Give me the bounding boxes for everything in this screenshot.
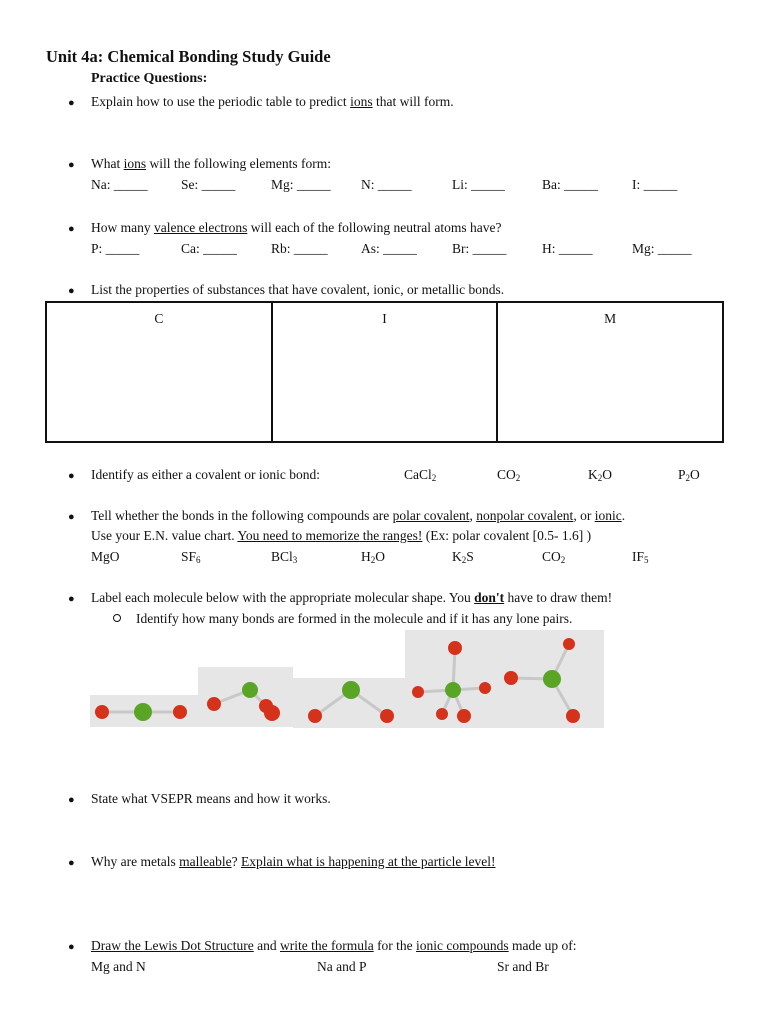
q10-ionic-compounds: ionic compounds: [416, 938, 509, 953]
q1-text: Explain how to use the periodic table to predict: [91, 94, 351, 109]
q9-explain: Explain what is happening at the particle level!: [240, 854, 496, 869]
element-blank[interactable]: Se: _____: [181, 177, 236, 192]
question-7: [91, 590, 612, 606]
page-title: Unit 4a: Chemical Bonding Study Guide: [46, 47, 331, 66]
compound-co2: $CO_2$: [542, 549, 566, 565]
element-pair: Na and P: [317, 959, 367, 974]
linear-molecule-image: [90, 695, 200, 727]
question-4: List the properties of substances that have covalent, ionic, or metallic bonds.: [91, 282, 505, 297]
element-blank[interactable]: I: _____: [632, 177, 678, 192]
element-pair: Sr and Br: [497, 959, 549, 974]
element-blank[interactable]: Na: _____: [91, 177, 148, 192]
q6-text: Tell whether the bonds in the following compounds are: [91, 508, 393, 523]
outer-atom: [412, 686, 424, 698]
central-atom: [242, 682, 258, 698]
element-pair: Mg and N: [91, 959, 146, 974]
compound-k2o: $K_2O$: [588, 467, 612, 483]
bullet: ●: [68, 159, 75, 171]
q1-text-end: that will form.: [372, 94, 454, 109]
outer-atom: [436, 708, 448, 720]
question-7-sub: Identify how many bonds are formed in the molecule and if it has any lone pairs.: [136, 611, 573, 626]
question-10: [91, 938, 577, 954]
outer-atom: [448, 641, 462, 655]
element-blank[interactable]: N: _____: [361, 177, 412, 192]
q9-mid: ?: [231, 854, 241, 869]
compound-bcl3: BCl$_3$: [271, 549, 298, 565]
outer-atom: [563, 638, 575, 650]
ionic-header: I: [382, 311, 387, 326]
q10-formula: write the formula: [279, 938, 374, 953]
compound-mgo: MgO: [91, 549, 120, 564]
ionic-column[interactable]: [272, 302, 498, 442]
covalent-column[interactable]: [46, 302, 272, 442]
q6-polar-covalent: polar covalent: [392, 508, 470, 523]
q7-text: Label each molecule below with the appropriate molecular shape. You: [91, 590, 475, 605]
bullet: ●: [68, 794, 75, 806]
bullet: ●: [68, 857, 75, 869]
q10-text-end: made up of:: [508, 938, 577, 953]
outer-atom: [457, 709, 471, 723]
bent-angled-molecule-image: [198, 667, 293, 727]
q7-text-end: have to draw them!: [504, 590, 613, 605]
q3-text: How many: [91, 220, 154, 235]
outer-atom: [95, 705, 109, 719]
q9-text: Why are metals: [91, 854, 180, 869]
compound-h2o: $H_2O$: [361, 549, 385, 565]
bullet: ●: [68, 593, 75, 605]
atom-blank[interactable]: Rb: _____: [271, 241, 328, 256]
covalent-header: C: [154, 311, 164, 326]
question-8: State what VSEPR means and how it works.: [91, 791, 331, 806]
outer-atom: [566, 709, 580, 723]
q6-memorize: You need to memorize the ranges!: [237, 528, 423, 543]
q6-ionic: ionic: [594, 508, 622, 523]
compound-k2s: $K_2S$: [452, 549, 474, 565]
metallic-column[interactable]: [497, 302, 723, 442]
bullet: ●: [68, 97, 75, 109]
outer-atom: [308, 709, 322, 723]
outer-atom: [173, 705, 187, 719]
central-atom: [134, 703, 152, 721]
atom-blank[interactable]: P: _____: [91, 241, 140, 256]
element-blank[interactable]: Li: _____: [452, 177, 505, 192]
q9-malleable: malleable: [179, 854, 232, 869]
compound-sf6: $SF_6$: [181, 549, 201, 565]
q6-sep: ,: [469, 508, 477, 523]
q6-example: (Ex: polar covalent [0.5- 1.6] ): [422, 528, 592, 543]
question-6: [91, 508, 625, 524]
atom-blank[interactable]: Br: _____: [452, 241, 507, 256]
q6-nonpolar-covalent: nonpolar covalent: [476, 508, 574, 523]
outer-atom: [264, 705, 280, 721]
bullet: ●: [68, 285, 75, 297]
question-1: [91, 94, 454, 110]
section-subtitle: Practice Questions:: [91, 71, 208, 86]
q10-mid: for the: [373, 938, 417, 953]
q2-ions: ions: [123, 156, 147, 171]
q10-lewis: Draw the Lewis Dot Structure: [91, 938, 254, 953]
q6-sep: , or: [573, 508, 595, 523]
bullet: ●: [68, 223, 75, 235]
sub-bullet: [113, 614, 121, 622]
outer-atom: [479, 682, 491, 694]
question-3: [91, 220, 502, 236]
bullet: ●: [68, 470, 75, 482]
element-blank[interactable]: Mg: _____: [271, 177, 331, 192]
atom-blank[interactable]: Ca: _____: [181, 241, 237, 256]
question-6-line2: [91, 528, 591, 544]
central-atom: [543, 670, 561, 688]
q2-text-end: will the following elements form:: [146, 156, 331, 171]
q7-dont: don't: [474, 590, 505, 605]
question-5: Identify as either a covalent or ionic bond:: [91, 467, 321, 482]
compound-p2o: $P_2O$: [678, 467, 700, 483]
outer-atom: [380, 709, 394, 723]
compound-cacl2: CaCl$_2$: [404, 467, 437, 483]
q1-ions: ions: [350, 94, 373, 109]
q3-text-end: will each of the following neutral atoms have?: [247, 220, 502, 235]
central-atom: [445, 682, 461, 698]
atom-blank[interactable]: H: _____: [542, 241, 593, 256]
trigonal-pyramidal-molecule-image: [497, 630, 604, 728]
q2-text: What: [91, 156, 124, 171]
bent-molecule-image: [293, 678, 405, 728]
q3-valence-electrons: valence electrons: [154, 220, 248, 235]
q6-line2-text: Use your E.N. value chart.: [91, 528, 238, 543]
central-atom: [342, 681, 360, 699]
atom-blank[interactable]: As: _____: [361, 241, 417, 256]
outer-atom: [207, 697, 221, 711]
tetrahedral-molecule-image: [405, 630, 497, 728]
atom-blank[interactable]: Mg: _____: [632, 241, 692, 256]
bullet: ●: [68, 511, 75, 523]
q10-mid: and: [253, 938, 280, 953]
question-9: [91, 854, 496, 870]
question-2: [91, 156, 331, 172]
metallic-header: M: [604, 311, 617, 326]
compound-if5: $IF_5$: [632, 549, 649, 565]
outer-atom: [504, 671, 518, 685]
bullet: ●: [68, 941, 75, 953]
compound-co2: $CO_2$: [497, 467, 521, 483]
bond-properties-table: [45, 301, 724, 443]
q6-end: .: [621, 508, 626, 523]
element-blank[interactable]: Ba: _____: [542, 177, 598, 192]
